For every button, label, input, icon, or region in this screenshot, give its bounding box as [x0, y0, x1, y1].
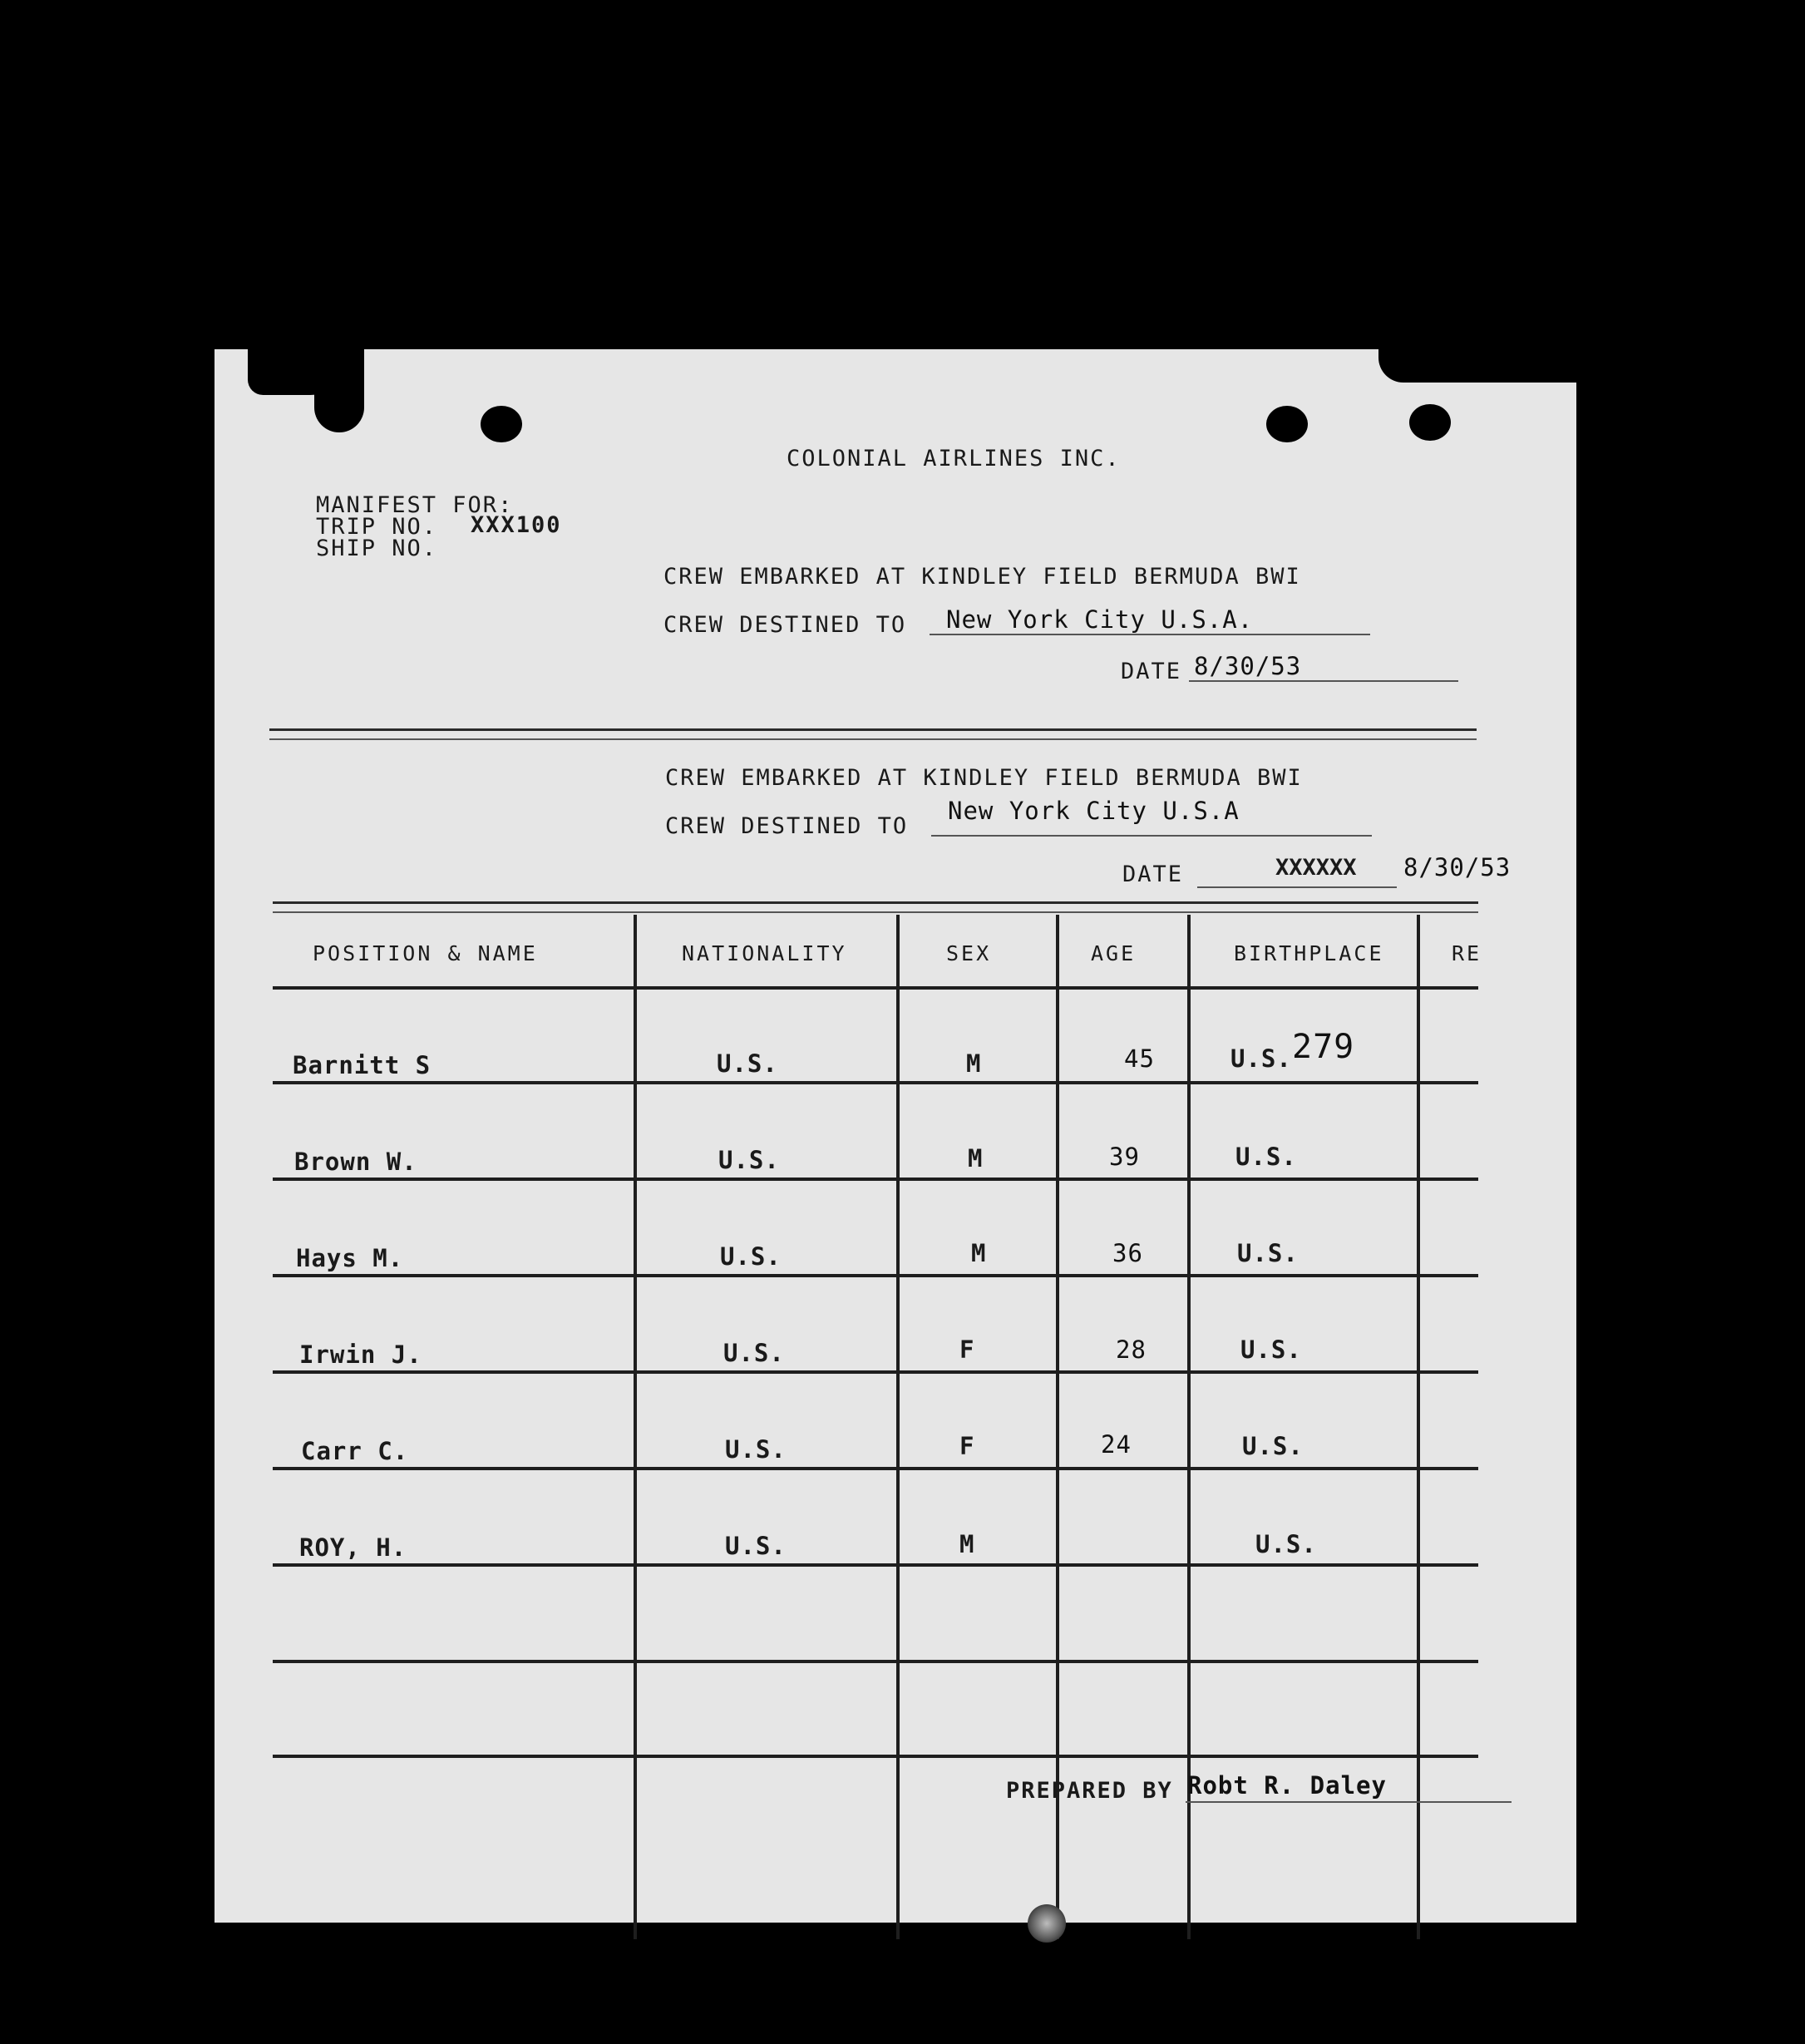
row-age: 39 — [1109, 1143, 1140, 1171]
column-divider — [896, 915, 900, 1939]
table-top-rule — [273, 901, 1478, 904]
section-divider — [269, 728, 1477, 731]
row-sex: M — [959, 1530, 975, 1558]
header-birthplace: BIRTHPLACE — [1234, 941, 1384, 965]
row-rule — [273, 1370, 1478, 1374]
punch-hole — [1409, 404, 1451, 441]
torn-corner — [314, 349, 364, 432]
row-rule — [273, 1563, 1478, 1567]
row-rule — [273, 1274, 1478, 1277]
torn-corner — [1378, 349, 1576, 383]
section-divider — [269, 738, 1477, 740]
row-age: 28 — [1116, 1336, 1147, 1364]
row-birthplace: U.S. — [1242, 1432, 1304, 1460]
punch-hole — [1266, 406, 1308, 442]
header-sex: SEX — [946, 941, 992, 965]
date-struck: XXXXXX — [1275, 855, 1357, 881]
row-sex: F — [959, 1336, 975, 1364]
row-note: 279 — [1292, 1028, 1355, 1066]
column-divider — [1417, 915, 1420, 1939]
row-name: Brown W. — [294, 1148, 417, 1176]
date-value: 8/30/53 — [1194, 652, 1302, 680]
embarked-line: CREW EMBARKED AT KINDLEY FIELD BERMUDA BWI — [665, 765, 1303, 791]
row-age: 36 — [1112, 1239, 1143, 1267]
destined-underline — [930, 634, 1370, 635]
row-name: Hays M. — [296, 1244, 404, 1272]
destined-value: New York City U.S.A — [948, 797, 1240, 825]
manifest-page — [215, 349, 1576, 1923]
row-birthplace: U.S. — [1240, 1336, 1302, 1364]
row-rule — [273, 1081, 1478, 1084]
table-top-rule — [273, 911, 1478, 913]
embarked-line: CREW EMBARKED AT KINDLEY FIELD BERMUDA BWI — [663, 564, 1301, 590]
destined-label: CREW DESTINED TO — [665, 813, 909, 839]
row-sex: M — [968, 1144, 984, 1173]
date-value: 8/30/53 — [1403, 853, 1512, 881]
row-birthplace: U.S. — [1230, 1044, 1292, 1073]
row-age: 45 — [1124, 1044, 1155, 1073]
row-birthplace: U.S. — [1255, 1530, 1317, 1558]
destined-underline — [931, 835, 1372, 837]
prepared-by-label: PREPARED BY — [1006, 1778, 1173, 1804]
date-label: DATE — [1122, 862, 1184, 887]
row-name: Carr C. — [301, 1437, 409, 1465]
manifest-for-label: MANIFEST FOR: — [316, 492, 514, 518]
row-birthplace: U.S. — [1235, 1143, 1297, 1171]
header-position-name: POSITION & NAME — [313, 941, 538, 965]
row-sex: F — [959, 1432, 975, 1460]
row-rule — [273, 1660, 1478, 1663]
punch-hole — [481, 406, 522, 442]
destined-label: CREW DESTINED TO — [663, 612, 907, 638]
date-underline — [1189, 680, 1458, 682]
trip-no-value: XXX100 — [471, 512, 562, 538]
destined-value: New York City U.S.A. — [946, 605, 1254, 634]
row-nationality: U.S. — [725, 1435, 787, 1464]
row-sex: M — [971, 1239, 987, 1267]
header-rule — [273, 986, 1478, 990]
company-name: COLONIAL AIRLINES INC. — [787, 446, 1121, 472]
row-nationality: U.S. — [718, 1146, 780, 1174]
row-rule — [273, 1178, 1478, 1181]
row-nationality: U.S. — [717, 1049, 778, 1078]
trip-no-label: TRIP NO. — [316, 514, 438, 540]
column-divider — [634, 915, 637, 1939]
header-age: AGE — [1091, 941, 1137, 965]
row-nationality: U.S. — [720, 1242, 782, 1271]
row-rule — [273, 1467, 1478, 1470]
row-age: 24 — [1101, 1430, 1132, 1459]
date-label: DATE — [1121, 659, 1182, 684]
header-remarks: RE — [1452, 941, 1482, 965]
header-nationality: NATIONALITY — [682, 941, 847, 965]
row-name: Irwin J. — [299, 1340, 422, 1369]
row-rule — [273, 1755, 1478, 1758]
prepared-underline — [1186, 1801, 1512, 1803]
scan-artifact — [1028, 1904, 1066, 1943]
row-sex: M — [966, 1049, 982, 1078]
date-underline — [1197, 886, 1397, 888]
row-nationality: U.S. — [723, 1339, 785, 1367]
prepared-by-value: Robt R. Daley — [1187, 1771, 1387, 1800]
row-name: ROY, H. — [299, 1533, 407, 1562]
row-nationality: U.S. — [725, 1532, 787, 1560]
row-birthplace: U.S. — [1237, 1239, 1299, 1267]
row-name: Barnitt S — [293, 1051, 432, 1079]
ship-no-label: SHIP NO. — [316, 536, 438, 561]
